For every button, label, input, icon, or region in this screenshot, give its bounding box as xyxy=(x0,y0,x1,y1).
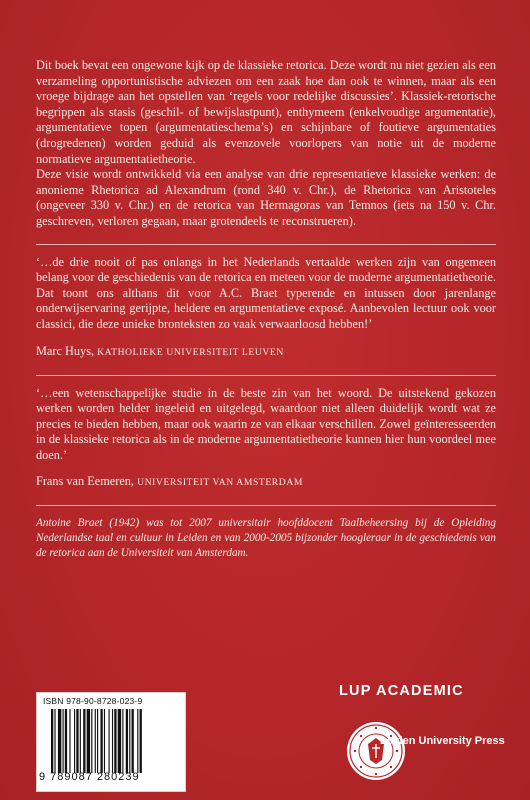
barcode-box xyxy=(36,692,186,792)
quote-1-text: ‘…de drie nooit of pas onlangs in het Nederlands vertaalde werken zijn van ongemeen belang voor de geschiedenis van de retorica en meteen voor de moderne argumentatietheorie. Dat toont ons althans dit voor A.C. Braet typerende en intussen door jarenlange onderwijservaring gerijpte, heldere en argumentatieve exposé. Aanbevolen lectuur ook voor classici, die deze unieke bronteksten zo vaak verwaarloosd hebben!’ xyxy=(36,254,496,331)
barcode-icon xyxy=(51,709,179,773)
quote-1-author: Marc Huys, xyxy=(36,343,95,358)
divider xyxy=(36,505,496,506)
content-area xyxy=(36,58,496,561)
publisher-imprint: LUP ACADEMIC xyxy=(339,683,464,699)
quote-2-text: ‘…een wetenschappelijke studie in de beste zin van het woord. De uitstekend gekozen werken worden helder ingeleid en uitgelegd, waardoor niet alleen duidelijk wordt wat ze precies te bieden hebben, maar ook waarin ze van elkaar verschillen. Zowel geïnteresseerden in de klassieke retorica als in de moderne argumentatietheorie kunnen hier hun voordeel mee doen.’ xyxy=(36,385,496,462)
quote-2-author: Frans van Eemeren, xyxy=(36,474,134,489)
isbn-label: ISBN 978-90-8728-023-9 xyxy=(43,696,143,706)
intro-paragraph-1: Dit boek bevat een ongewone kijk op de klassieke retorica. Deze wordt nu niet gezien als een verzameling opportunistische adviezen om een zaak hoe dan ook te winnen, maar als een vroege bijdrage aan het opstellen van ‘regels voor redelijke discussies’. Klassiek-retorische begrippen als stasis (geschil- of bewijslastpunt), enthymeem (enkelvoudige argumentatie), argumentatieve topen (argumentatieschema’s) en schijnbare of foutieve argumentaties (drogredenen) worden geduid als evenzovele voorlopers van notie uit de moderne normatieve argumentatietheorie. xyxy=(36,58,496,166)
author-bio: Antoine Braet (1942) was tot 2007 universitair hoofddocent Taalbeheersing bij de Opleiding Nederlandse taal en cultuur in Leiden en van 2000-2005 bijzonder hoogleraar in de geschiedenis van de retorica aan de Universiteit van Amsterdam. xyxy=(36,517,496,560)
intro-paragraph-2: Deze visie wordt ontwikkeld via een analyse van drie representatieve klassieke werken: de anonieme Rhetorica ad Alexandrum (rond 340 v. Chr.), de Rhetorica van Aristoteles (ongeveer 330 v. Chr.) en de retorica van Hermagoras van Temnos (iets na 150 v. Chr. geschreven, verloren gegaan, maar grotendeels te reconstrueren). xyxy=(36,167,496,228)
quote-1-attribution xyxy=(36,343,496,361)
divider xyxy=(36,244,496,245)
publisher-name: Leiden University Press xyxy=(380,735,505,747)
divider xyxy=(36,375,496,376)
quote-2-affiliation: UNIVERSITEIT VAN AMSTERDAM xyxy=(137,477,303,489)
quote-1-affiliation: KATHOLIEKE UNIVERSITEIT LEUVEN xyxy=(97,346,284,358)
quote-2 xyxy=(36,386,496,492)
ean-number: 9 789087 280239 xyxy=(39,771,140,783)
university-seal-icon xyxy=(346,716,416,786)
quote-2-attribution xyxy=(36,473,496,491)
intro-section xyxy=(36,58,496,230)
quote-1 xyxy=(36,255,496,361)
